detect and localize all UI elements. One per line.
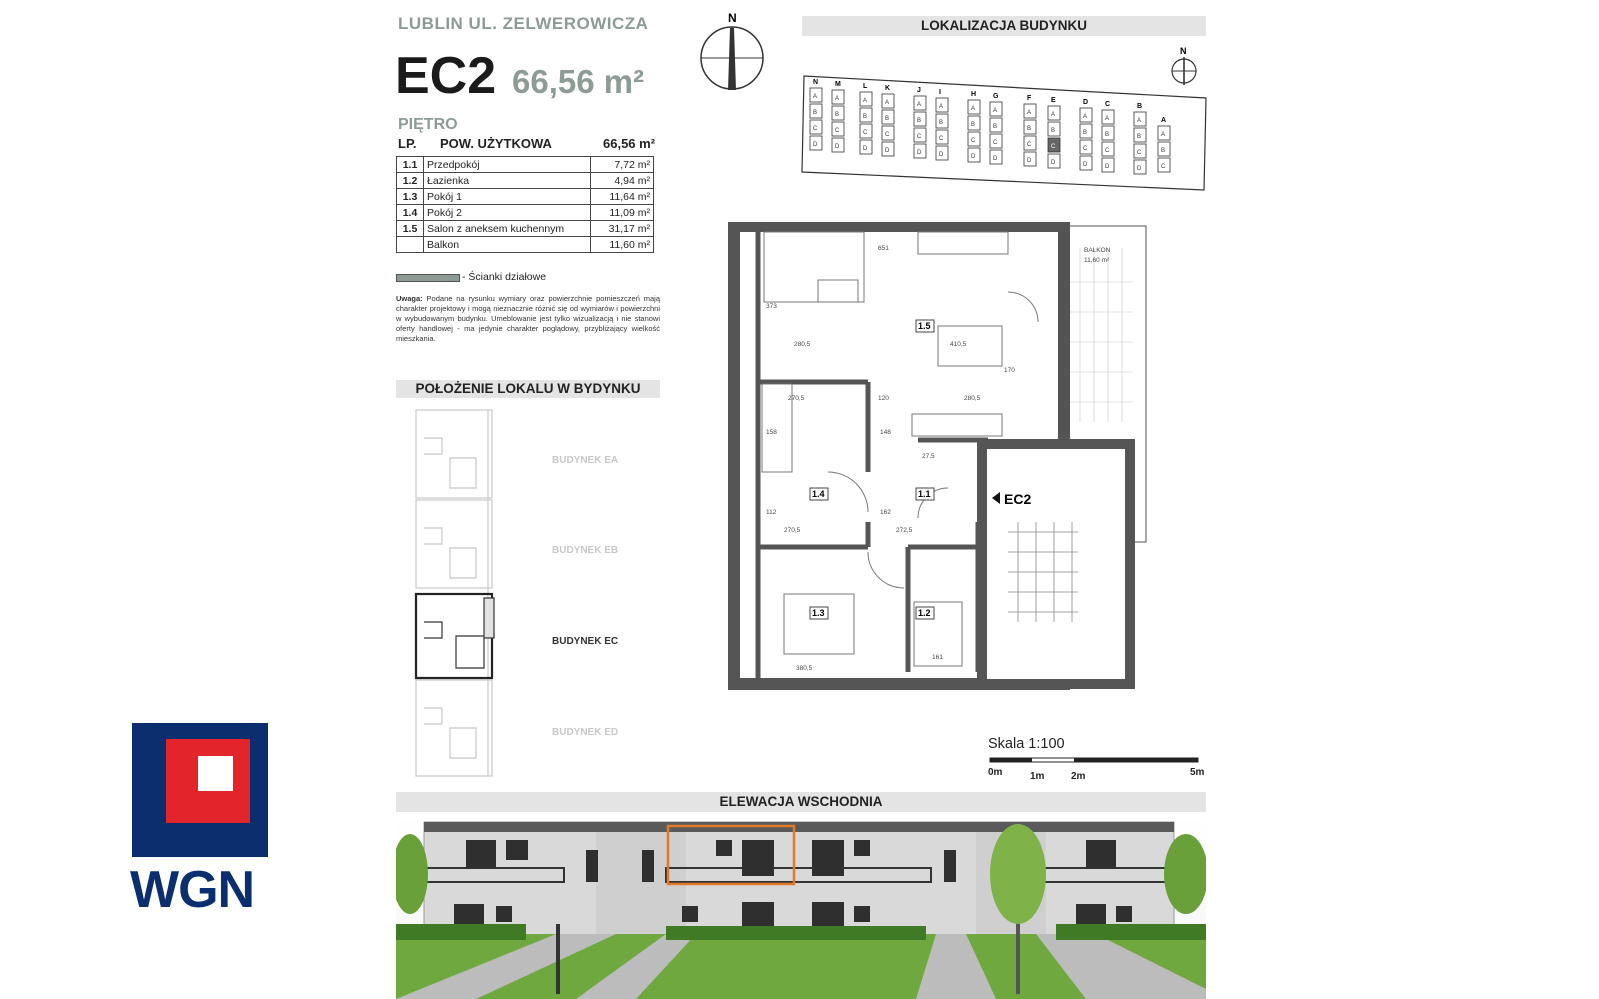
room-number: 1.3 (397, 189, 424, 205)
site-unit-letter: C (971, 138, 976, 144)
site-building-letter: J (917, 87, 921, 94)
room-name: Pokój 2 (424, 205, 591, 221)
site-building-letter: G (993, 93, 999, 100)
wgn-logo-white-square (198, 756, 233, 791)
site-unit-letter: B (939, 120, 944, 126)
svg-text:280,5: 280,5 (964, 395, 981, 402)
svg-text:280,5: 280,5 (794, 341, 811, 348)
site-unit-letter: A (939, 104, 944, 110)
svg-text:272,5: 272,5 (896, 527, 913, 534)
site-unit-letter: C (835, 128, 840, 134)
site-unit-letter: C (813, 126, 818, 132)
svg-text:410,5: 410,5 (950, 341, 967, 348)
site-building-letter: F (1027, 95, 1032, 102)
city-street-title: LUBLIN UL. ZELWEROWICZA (398, 14, 649, 33)
svg-text:170: 170 (1004, 367, 1015, 374)
site-building-letter: I (939, 89, 941, 96)
site-unit-letter: A (885, 100, 890, 106)
elevation-section-title: ELEWACJA WSCHODNIA (396, 792, 1206, 812)
room-tag-1-2: 1.2 (918, 608, 931, 618)
building-label-ec: BUDYNEK EC (552, 636, 619, 647)
room-number (397, 237, 424, 253)
room-row (397, 189, 654, 205)
site-building-letter: M (835, 81, 841, 88)
building-label-ed: BUDYNEK ED (552, 727, 619, 738)
room-area: 11,60 m² (591, 237, 654, 253)
site-unit-letter: B (917, 118, 922, 124)
site-unit-letter: C (863, 130, 868, 136)
site-unit-letter: B (993, 124, 998, 130)
room-area: 7,72 m² (591, 157, 654, 173)
site-unit-letter: C (917, 134, 922, 140)
room-number: 1.4 (397, 205, 424, 221)
site-unit-letter: C (885, 132, 890, 138)
svg-text:158: 158 (766, 429, 777, 436)
site-unit-letter: C (1161, 164, 1166, 170)
rooms-table (396, 156, 654, 253)
partition-wall-legend: - Ścianki działowe (462, 271, 547, 283)
site-unit-letter: B (885, 116, 890, 122)
site-unit-letter: D (993, 156, 998, 162)
site-unit-letter: B (1105, 132, 1110, 138)
unit-area: 66,56 m² (512, 63, 645, 100)
east-elevation-render (396, 814, 1206, 999)
site-unit-letter: C (1137, 150, 1142, 156)
table-col-name: POW. UŻYTKOWA (440, 136, 552, 151)
svg-text:112: 112 (766, 509, 777, 516)
room-row (397, 205, 654, 221)
room-name: Przedpokój (424, 157, 591, 173)
room-row (397, 221, 654, 237)
building-label-ea: BUDYNEK EA (552, 455, 619, 466)
room-number: 1.1 (397, 157, 424, 173)
building-position-plan (410, 408, 502, 784)
svg-text:162: 162 (880, 509, 891, 516)
building-label-eb: BUDYNEK EB (552, 545, 619, 556)
site-unit-letter: D (1105, 164, 1110, 170)
scale-tick-2: 2m (1071, 771, 1086, 782)
scale-tick-0: 0m (988, 767, 1003, 778)
site-building-letter: E (1051, 97, 1056, 104)
site-unit-letter: D (1137, 166, 1142, 172)
room-tag-1-1: 1.1 (918, 489, 931, 499)
unit-entry-label: EC2 (1004, 491, 1032, 507)
balcony-area: 11,60 m² (1084, 257, 1110, 264)
site-unit-letter: D (1083, 162, 1088, 168)
room-area: 31,17 m² (591, 221, 654, 237)
floorplan (728, 222, 1148, 692)
scale-label: Skala 1:100 (988, 736, 1065, 752)
site-unit-letter: B (813, 110, 818, 116)
room-name: Pokój 1 (424, 189, 591, 205)
site-unit-letter: D (1051, 160, 1056, 166)
room-tag-1-5: 1.5 (918, 321, 931, 331)
balcony-label: BALKON (1084, 247, 1111, 254)
site-unit-letter: A (1027, 110, 1032, 116)
site-unit-letter: C (1027, 142, 1032, 148)
svg-text:651: 651 (878, 245, 889, 252)
room-area: 11,64 m² (591, 189, 654, 205)
site-unit-letter: B (863, 114, 868, 120)
scale-tick-3: 5m (1190, 767, 1205, 778)
site-building-letter: C (1105, 101, 1111, 108)
table-total-area: 66,56 m² (603, 136, 656, 151)
room-area: 4,94 m² (591, 173, 654, 189)
svg-text:148: 148 (880, 429, 891, 436)
svg-text:270,5: 270,5 (788, 395, 805, 402)
room-row (397, 173, 654, 189)
site-unit-letter: D (885, 148, 890, 154)
site-unit-letter: C (1083, 146, 1088, 152)
site-unit-letter: A (1105, 116, 1110, 122)
site-building-letter: L (863, 83, 868, 90)
site-unit-letter: D (971, 154, 976, 160)
site-unit-letter: B (835, 112, 840, 118)
unit-code: EC2 (395, 47, 497, 105)
site-unit-letter: A (1051, 112, 1056, 118)
site-building-letter: D (1083, 99, 1089, 106)
floor-label: PIĘTRO (398, 116, 458, 133)
note-text: Podane na rysunku wymiary oraz powierzchnie pomieszczeń mają charakter projektowy i mogą nieznacznie różnić się od wymiarów i powierzchni w wybudowanym budynku. Umeblowanie jest tylko wizualizacją i nie stanowi oferty handlowej - ma jedynie charakter poglądowy, przybliżający wielkość mieszkania. (396, 294, 660, 343)
site-unit-letter: B (971, 122, 976, 128)
site-building-letter: H (971, 91, 977, 98)
site-building-letter: A (1161, 117, 1167, 124)
site-unit-letter: D (1027, 158, 1032, 164)
location-section-title: LOKALIZACJA BUDYNKU (802, 16, 1206, 36)
wgn-logo-text: WGN (130, 861, 255, 919)
room-tag-1-4: 1.4 (812, 489, 825, 499)
site-unit-letter: A (813, 94, 818, 100)
room-number: 1.2 (397, 173, 424, 189)
scale-tick-1: 1m (1030, 771, 1045, 782)
site-unit-letter: D (939, 152, 944, 158)
site-unit-letter: D (813, 142, 818, 148)
room-name: Salon z aneksem kuchennym (424, 221, 591, 237)
site-building-letter: N (813, 79, 819, 86)
svg-text:27,5: 27,5 (922, 453, 935, 460)
site-unit-letter: A (1161, 132, 1166, 138)
room-row (397, 237, 654, 253)
compass-north-letter: N (728, 11, 737, 25)
table-col-lp: LP. (398, 136, 417, 151)
svg-text:N: N (1180, 46, 1187, 56)
site-location-map (800, 72, 1210, 194)
scale-bar (986, 756, 1202, 766)
partition-wall-swatch (396, 274, 460, 282)
site-unit-letter: A (1137, 118, 1142, 124)
svg-text:380,5: 380,5 (796, 665, 813, 672)
site-unit-letter: B (1137, 134, 1142, 140)
room-name: Balkon (424, 237, 591, 253)
site-unit-letter: C (1105, 148, 1110, 154)
site-unit-letter: D (917, 150, 922, 156)
svg-text:161: 161 (932, 654, 943, 661)
site-unit-letter: B (1161, 148, 1166, 154)
site-unit-letter: B (1083, 130, 1088, 136)
site-unit-letter: B (1051, 128, 1056, 134)
site-building-letter: K (885, 85, 891, 92)
room-row (397, 157, 654, 173)
site-unit-letter: B (1027, 126, 1032, 132)
site-unit-letter: A (835, 96, 840, 102)
site-unit-letter: A (971, 106, 976, 112)
disclaimer-note (396, 294, 660, 344)
site-unit-letter: C (1051, 144, 1056, 150)
position-section-title: POŁOŻENIE LOKALU W BYDYNKU (396, 380, 660, 398)
site-building-letter: B (1137, 103, 1143, 110)
room-tag-1-3: 1.3 (812, 608, 825, 618)
site-unit-letter: A (917, 102, 922, 108)
room-area: 11,09 m² (591, 205, 654, 221)
room-number: 1.5 (397, 221, 424, 237)
site-unit-letter: D (863, 146, 868, 152)
svg-text:373: 373 (766, 303, 777, 310)
site-unit-letter: A (1083, 114, 1088, 120)
compass-icon (694, 8, 770, 94)
site-unit-letter: C (939, 136, 944, 142)
site-unit-letter: D (835, 144, 840, 150)
site-unit-letter: A (863, 98, 868, 104)
site-unit-letter: A (993, 108, 998, 114)
svg-text:120: 120 (878, 395, 889, 402)
site-unit-letter: C (993, 140, 998, 146)
note-label: Uwaga: (396, 294, 423, 303)
svg-text:270,5: 270,5 (784, 527, 801, 534)
room-name: Łazienka (424, 173, 591, 189)
